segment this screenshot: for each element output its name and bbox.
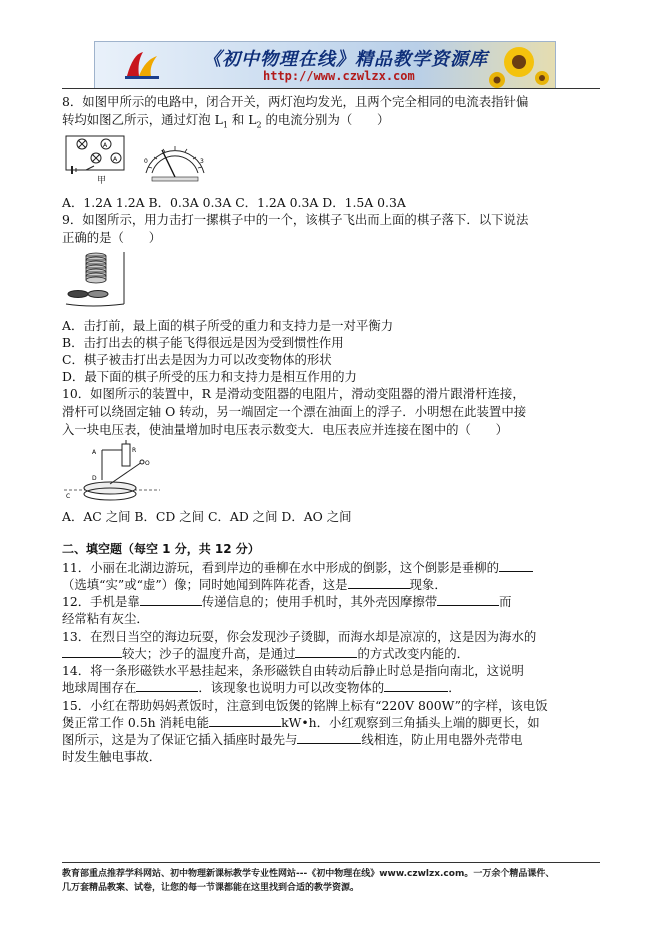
footer-divider — [62, 862, 600, 863]
footer-line1: 教育部重点推荐学科网站、初中物理新课标教学专业性网站---《初中物理在线》www.czwlzx.com。一万余个精品课件、 — [62, 869, 555, 879]
svg-text:O: O — [145, 460, 150, 467]
section2-title: 二、填空题（每空 1 分，共 12 分） — [62, 542, 260, 556]
q10-line1: 10．如图所示的装置中，R 是滑动变阻器的电阻片，滑动变阻器的滑片跟滑杆连接， — [62, 386, 525, 401]
q8-line2: 转均如图乙所示，通过灯泡 $L_1$ 和 $L_2$ 的电流分别为（ ） — [62, 112, 390, 130]
q12-blank-1[interactable] — [140, 593, 202, 606]
q8-figure-label: 甲 — [97, 176, 107, 186]
q11-blank-1[interactable] — [499, 559, 533, 572]
svg-text:3: 3 — [200, 158, 204, 165]
q15-line1: 15．小红在帮助妈妈煮饭时，注意到电饭煲的铭牌上标有“220V 800W”的字样，该电饭 — [62, 698, 548, 713]
q9-line2: 正确的是（ ） — [62, 230, 162, 245]
q14-blank-2[interactable] — [384, 679, 448, 692]
q9-option-d: D．最下面的棋子所受的压力和支持力是相互作用的力 — [62, 369, 357, 384]
header-banner — [94, 41, 556, 89]
q9-option-a: A．击打前，最上面的棋子所受的重力和支持力是一对平衡力 — [62, 318, 394, 333]
q9-stacked-chess-figure — [62, 248, 132, 310]
svg-text:D: D — [92, 475, 97, 482]
header-title: 《初中物理在线》精品教学资源库 — [203, 49, 488, 70]
q12-blank-2[interactable] — [437, 593, 499, 606]
svg-text:0: 0 — [144, 158, 148, 165]
q8-line1: 8．如图甲所示的电路中，闭合开关，两灯泡均发光，且两个完全相同的电流表指针偏 — [62, 94, 529, 109]
header-divider — [62, 88, 600, 89]
header-url[interactable]: http://www.czwlzx.com — [263, 69, 415, 83]
q9-line1: 9．如图所示，用力击打一摞棋子中的一个，该棋子飞出而上面的棋子落下．以下说法 — [62, 212, 529, 227]
footer-line2: 几万套精品教案、试卷，让您的每一节课都能在这里找到合适的教学资源。 — [62, 883, 360, 893]
q10-line3: 入一块电压表，使油量增加时电压表示数变大．电压表应并连接在图中的（ ） — [62, 422, 509, 437]
q8-circuit-diagram — [62, 130, 130, 180]
q8-ammeter-dial — [140, 133, 210, 185]
q12-line1: 12．手机是靠 传递信息的；使用手机时，其外壳因摩擦带 而 — [62, 594, 512, 609]
q13-blank-2[interactable] — [295, 645, 357, 658]
q15-line2: 煲正常工作 0.5h 消耗电能 kW•h．小红观察到三角插头上端的脚更长，如 — [62, 715, 540, 730]
q13-line1: 13．在烈日当空的海边玩耍，你会发现沙子烫脚，而海水却是凉凉的，这是因为海水的 — [62, 629, 537, 644]
q15-blank-1[interactable] — [209, 714, 281, 727]
q11-line1: 11．小丽在北湖边游玩，看到岸边的垂柳在水中形成的倒影，这个倒影是垂柳的 — [62, 559, 533, 576]
svg-text:C: C — [66, 493, 71, 500]
svg-text:A: A — [92, 449, 97, 456]
q13-blank-1[interactable] — [62, 645, 122, 658]
q15-blank-2[interactable] — [297, 731, 361, 744]
q15-line3: 图所示，这是为了保证它插入插座时最先与 线相连，防止用电器外壳带电 — [62, 732, 523, 747]
sunflower-icon — [489, 44, 549, 88]
q15-line4: 时发生触电事故． — [62, 749, 162, 764]
q11-blank-2[interactable] — [348, 576, 410, 589]
q10-line2: 滑杆可以绕固定轴 O 转动，另一端固定一个漂在油面上的浮子．小明想在此装置中接 — [62, 404, 527, 419]
q13-line2: 较大；沙子的温度升高，是通过 的方式改变内能的． — [62, 645, 469, 662]
q10-options: A．AC 之间 B．CD 之间 C．AD 之间 D．AO 之间 — [62, 509, 352, 524]
q8-options: A．1.2A 1.2A B．0.3A 0.3A C．1.2A 0.3A D．1.5A 0.3A — [62, 195, 406, 210]
svg-text:A: A — [113, 156, 118, 163]
q9-option-c: C．棋子被击打出去是因为力可以改变物体的形状 — [62, 352, 332, 367]
q11-line2: （选填“实”或“虚”）像；同时她闻到阵阵花香，这是 现象． — [62, 577, 447, 592]
q10-oil-gauge-diagram — [62, 440, 162, 504]
svg-text:A: A — [103, 142, 108, 149]
q12-line2: 经常粘有灰尘． — [62, 611, 149, 626]
q14-blank-1[interactable] — [136, 679, 198, 692]
q9-option-b: B．击打出去的棋子能飞得很远是因为受到惯性作用 — [62, 335, 344, 350]
site-logo-icon — [125, 50, 159, 80]
svg-text:R: R — [132, 447, 137, 454]
q14-line1: 14．将一条形磁铁水平悬挂起来，条形磁铁自由转动后静止时总是指向南北，这说明 — [62, 663, 524, 678]
q14-line2: 地球周围存在 ．该现象也说明力可以改变物体的 ． — [62, 680, 461, 695]
